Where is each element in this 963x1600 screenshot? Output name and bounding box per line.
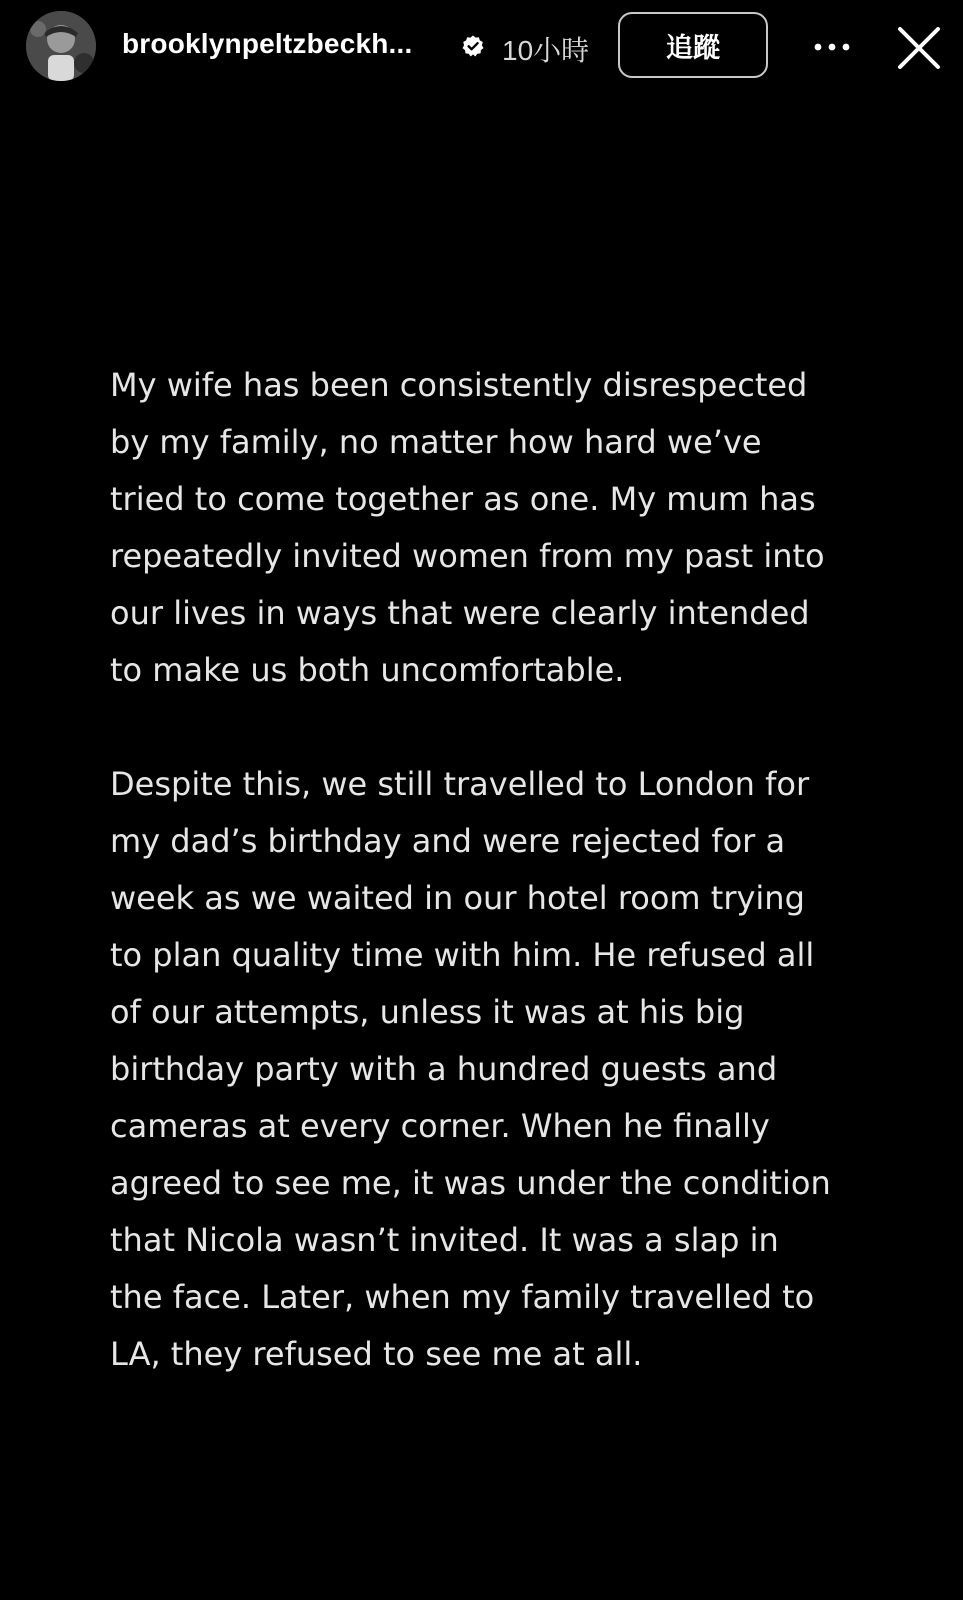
story-line: cameras at every corner. When he finally xyxy=(110,1107,770,1145)
avatar[interactable] xyxy=(26,11,96,81)
story-line: the face. Later, when my family travelled to xyxy=(110,1278,815,1316)
story-text xyxy=(110,357,890,1383)
story-line: my dad’s birthday and were rejected for a xyxy=(110,822,786,860)
story-paragraph xyxy=(110,756,890,1383)
story-line: LA, they refused to see me at all. xyxy=(110,1335,643,1373)
verified-badge-icon xyxy=(461,34,485,58)
story-line: to plan quality time with him. He refused all xyxy=(110,936,815,974)
story-paragraph xyxy=(110,357,890,699)
post-timestamp: 10小時 xyxy=(502,35,590,66)
story-line: by my family, no matter how hard we’ve xyxy=(110,423,762,461)
story-line: of our attempts, unless it was at his big xyxy=(110,993,745,1031)
story-line: our lives in ways that were clearly intended xyxy=(110,594,810,632)
story-line: Despite this, we still travelled to London for xyxy=(110,765,810,803)
story-line: My wife has been consistently disrespected xyxy=(110,366,808,404)
paragraph-spacer xyxy=(110,699,890,756)
story-line: week as we waited in our hotel room trying xyxy=(110,879,805,917)
story-line: repeatedly invited women from my past into xyxy=(110,537,825,575)
story-header xyxy=(0,0,963,96)
follow-button[interactable]: 追蹤 xyxy=(618,12,768,78)
story-line: tried to come together as one. My mum has xyxy=(110,480,816,518)
story-line: birthday party with a hundred guests and xyxy=(110,1050,778,1088)
more-horizontal-icon[interactable] xyxy=(812,32,852,62)
avatar-photo-icon xyxy=(26,11,96,81)
story-line: agreed to see me, it was under the condition xyxy=(110,1164,831,1202)
story-line: that Nicola wasn’t invited. It was a slap in xyxy=(110,1221,779,1259)
story-line: to make us both uncomfortable. xyxy=(110,651,625,689)
close-icon[interactable] xyxy=(896,25,942,71)
username[interactable]: brooklynpeltzbeckh... xyxy=(122,28,413,59)
